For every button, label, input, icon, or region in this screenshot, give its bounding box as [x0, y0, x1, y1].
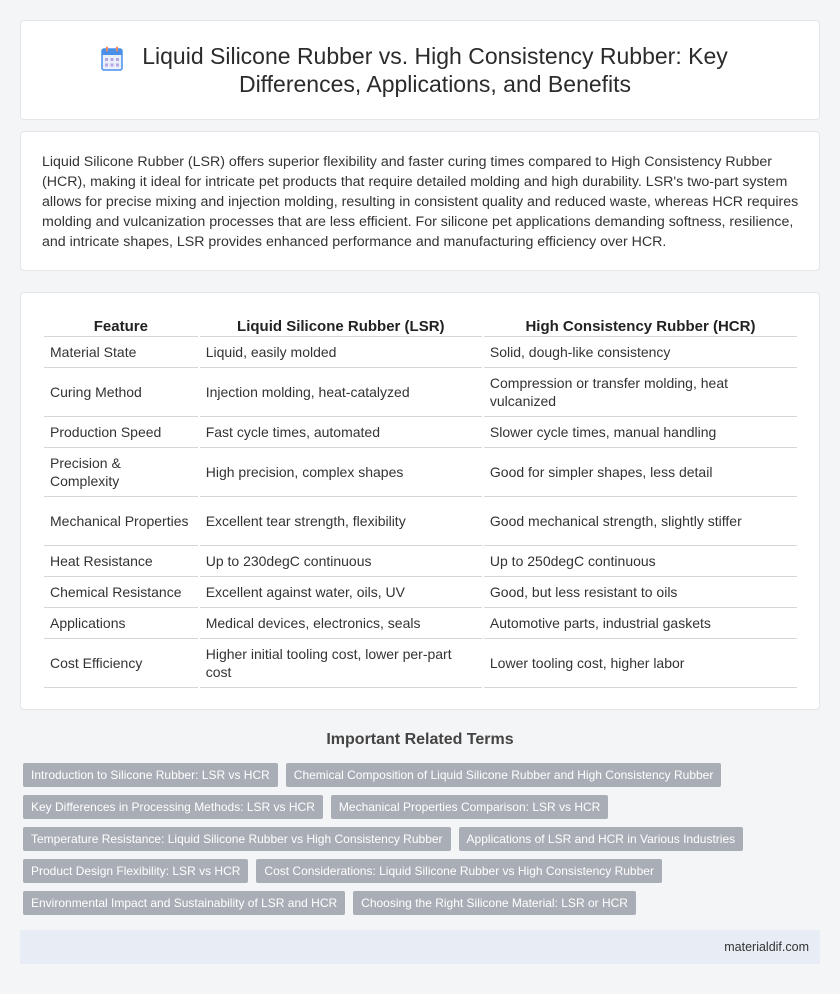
table-cell: High precision, complex shapes: [200, 448, 482, 497]
table-cell: Good for simpler shapes, less detail: [484, 448, 797, 497]
table-row: [44, 497, 797, 546]
table-row: [44, 639, 797, 688]
table-cell: Heat Resistance: [44, 546, 198, 577]
table-cell: Applications: [44, 608, 198, 639]
table-row: [44, 417, 797, 448]
table-cell: Curing Method: [44, 368, 198, 417]
table-cell: Material State: [44, 337, 198, 368]
table-cell: Medical devices, electronics, seals: [200, 608, 482, 639]
table-row: [44, 577, 797, 608]
page-title: Liquid Silicone Rubber vs. High Consistency Rubber: Key Differences, Applications, and Benefits: [142, 43, 728, 97]
table-row: [44, 337, 797, 368]
table-cell: Excellent tear strength, flexibility: [200, 497, 482, 546]
table-cell: Cost Efficiency: [44, 639, 198, 688]
table-row: [44, 546, 797, 577]
table-cell: Automotive parts, industrial gaskets: [484, 608, 797, 639]
table-cell: Fast cycle times, automated: [200, 417, 482, 448]
comparison-card: [20, 292, 820, 710]
table-cell: Injection molding, heat-catalyzed: [200, 368, 482, 417]
column-header: Liquid Silicone Rubber (LSR): [200, 314, 482, 337]
intro-card: [20, 131, 820, 271]
related-term-link[interactable]: Temperature Resistance: Liquid Silicone Rubber vs High Consistency Rubber: [23, 827, 451, 851]
column-header: Feature: [44, 314, 198, 337]
table-cell: Up to 230degC continuous: [200, 546, 482, 577]
comparison-table: [42, 314, 799, 688]
table-cell: Liquid, easily molded: [200, 337, 482, 368]
related-term-link[interactable]: Choosing the Right Silicone Material: LSR or HCR: [353, 891, 636, 915]
table-cell: Excellent against water, oils, UV: [200, 577, 482, 608]
related-terms-list: [23, 763, 823, 915]
related-terms-heading: Important Related Terms: [326, 731, 514, 748]
related-term-link[interactable]: Key Differences in Processing Methods: LSR vs HCR: [23, 795, 323, 819]
table-cell: Good, but less resistant to oils: [484, 577, 797, 608]
related-term-link[interactable]: Cost Considerations: Liquid Silicone Rubber vs High Consistency Rubber: [256, 859, 662, 883]
table-row: [44, 608, 797, 639]
table-cell: Mechanical Properties: [44, 497, 198, 546]
related-term-link[interactable]: Introduction to Silicone Rubber: LSR vs HCR: [23, 763, 278, 787]
column-header: High Consistency Rubber (HCR): [484, 314, 797, 337]
table-cell: Solid, dough-like consistency: [484, 337, 797, 368]
table-cell: Higher initial tooling cost, lower per-part cost: [200, 639, 482, 688]
related-term-link[interactable]: Environmental Impact and Sustainability of LSR and HCR: [23, 891, 345, 915]
table-cell: Lower tooling cost, higher labor: [484, 639, 797, 688]
related-term-link[interactable]: Applications of LSR and HCR in Various Industries: [459, 827, 744, 851]
table-cell: Up to 250degC continuous: [484, 546, 797, 577]
table-cell: Chemical Resistance: [44, 577, 198, 608]
table-header-row: [44, 314, 797, 337]
table-cell: Good mechanical strength, slightly stiffer: [484, 497, 797, 546]
related-term-link[interactable]: Chemical Composition of Liquid Silicone Rubber and High Consistency Rubber: [286, 763, 722, 787]
related-term-link[interactable]: Mechanical Properties Comparison: LSR vs HCR: [331, 795, 608, 819]
table-cell: Precision & Complexity: [44, 448, 198, 497]
footer: [20, 930, 820, 964]
table-cell: Production Speed: [44, 417, 198, 448]
intro-paragraph: Liquid Silicone Rubber (LSR) offers superior flexibility and faster curing times compared to High Consistency Rubber (HCR), making it ideal for intricate pet products that require detailed molding and high durability. LSR's two-part system allows for precise mixing and injection molding, resulting in consistent quality and reduced waste, whereas HCR requires molding and vulcanization processes that are less efficient. For silicone pet applications demanding softness, resilience, and intricate shapes, LSR provides enhanced performance and manufacturing efficiency over HCR.: [42, 154, 799, 250]
table-row: [44, 368, 797, 417]
table-cell: Slower cycle times, manual handling: [484, 417, 797, 448]
related-term-link[interactable]: Product Design Flexibility: LSR vs HCR: [23, 859, 248, 883]
table-row: [44, 448, 797, 497]
footer-site-name[interactable]: materialdif.com: [724, 940, 809, 954]
title-card: [20, 20, 820, 120]
table-cell: Compression or transfer molding, heat vulcanized: [484, 368, 797, 417]
